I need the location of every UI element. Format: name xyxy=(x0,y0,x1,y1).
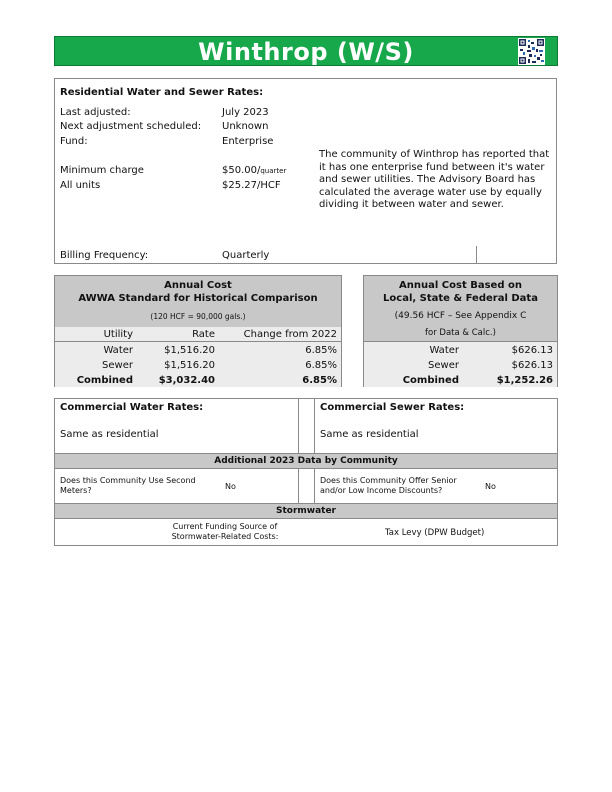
next-adjustment-value: Unknown xyxy=(222,121,269,132)
annual-cost-awwa-section xyxy=(54,275,342,387)
billing-frequency-label: Billing Frequency: xyxy=(60,250,149,261)
table-row-combined-utility: Combined xyxy=(76,375,133,386)
local-cost-title-2: Local, State & Federal Data xyxy=(383,293,538,304)
annual-cost-rows xyxy=(55,342,341,387)
local-cost-header xyxy=(364,276,557,342)
additional-data-heading: Additional 2023 Data by Community xyxy=(214,456,398,466)
col-rate: Rate xyxy=(192,329,215,340)
annual-cost-column-headers xyxy=(55,327,341,342)
residential-note: The community of Winthrop has reported that it has one enterprise fund between it's water and sewer utilities. The Advisory Board has calculated the average water use by equally dividing it between water and sewer. xyxy=(319,149,550,210)
stormwater-header xyxy=(55,503,557,519)
table-row-water-rate: $1,516.20 xyxy=(164,345,215,356)
local-row-water-rate: $626.13 xyxy=(511,345,553,356)
title-banner xyxy=(54,36,558,66)
table-row-water-change: 6.85% xyxy=(305,345,337,356)
divider xyxy=(298,469,299,503)
table-row-water-utility: Water xyxy=(103,345,133,356)
all-units-value: $25.27/HCF xyxy=(222,180,281,191)
annual-cost-header xyxy=(55,276,341,327)
local-row-combined-rate: $1,252.26 xyxy=(496,375,553,386)
stormwater-funding-value: Tax Levy (DPW Budget) xyxy=(385,528,485,538)
table-row-combined-rate: $3,032.40 xyxy=(158,375,215,386)
table-row-sewer-rate: $1,516.20 xyxy=(164,360,215,371)
commercial-water-heading: Commercial Water Rates: xyxy=(60,402,204,413)
minimum-charge-value: $50.00/quarter xyxy=(222,165,287,176)
second-meters-answer: No xyxy=(225,482,236,491)
annual-cost-title: Annual Cost xyxy=(164,280,232,291)
minimum-charge-label: Minimum charge xyxy=(60,165,144,176)
minimum-charge-unit: quarter xyxy=(260,167,287,175)
stormwater-heading: Stormwater xyxy=(275,506,337,516)
divider xyxy=(314,469,315,503)
last-adjusted-label: Last adjusted: xyxy=(60,107,131,118)
annual-cost-subtitle-title: AWWA Standard for Historical Comparison xyxy=(78,293,318,304)
discounts-answer: No xyxy=(485,482,496,491)
local-row-sewer-utility: Sewer xyxy=(428,360,459,371)
billing-frequency-value: Quarterly xyxy=(222,250,270,261)
local-row-water-utility: Water xyxy=(429,345,459,356)
next-adjustment-label: Next adjustment scheduled: xyxy=(60,121,202,132)
divider xyxy=(476,246,477,264)
commercial-sewer-value: Same as residential xyxy=(320,429,419,440)
fund-label: Fund: xyxy=(60,136,88,147)
col-utility: Utility xyxy=(103,329,133,340)
fund-value: Enterprise xyxy=(222,136,274,147)
residential-heading: Residential Water and Sewer Rates: xyxy=(60,87,264,98)
local-cost-title: Annual Cost Based on xyxy=(399,280,522,291)
second-meters-question: Does this Community Use Second Meters? xyxy=(60,476,196,495)
local-row-sewer-rate: $626.13 xyxy=(511,360,553,371)
additional-data-header xyxy=(55,453,557,469)
col-change: Change from 2022 xyxy=(243,329,337,340)
commercial-and-additional-section xyxy=(54,398,558,546)
table-row-sewer-utility: Sewer xyxy=(102,360,133,371)
residential-rates-section xyxy=(54,78,557,264)
commercial-sewer-heading: Commercial Sewer Rates: xyxy=(320,402,465,413)
table-row-combined-change: 6.85% xyxy=(302,375,337,386)
table-row-sewer-change: 6.85% xyxy=(305,360,337,371)
local-cost-rows xyxy=(364,342,557,387)
stormwater-funding-label: Current Funding Source of Stormwater-Related Costs: xyxy=(171,522,279,541)
local-cost-subtitle-2: for Data & Calc.) xyxy=(425,328,496,338)
local-row-combined-utility: Combined xyxy=(402,375,459,386)
commercial-water-value: Same as residential xyxy=(60,429,159,440)
all-units-label: All units xyxy=(60,180,101,191)
last-adjusted-value: July 2023 xyxy=(222,107,269,118)
discounts-question: Does this Community Offer Senior and/or Low Income Discounts? xyxy=(320,476,457,495)
annual-cost-gallons: (120 HCF = 90,000 gals.) xyxy=(150,312,246,321)
annual-cost-local-section xyxy=(363,275,558,387)
local-cost-subtitle: (49.56 HCF – See Appendix C xyxy=(394,311,527,321)
divider xyxy=(298,399,299,453)
page-title: Winthrop (W/S) xyxy=(198,38,414,66)
divider xyxy=(314,399,315,453)
qr-code-icon xyxy=(518,38,545,65)
